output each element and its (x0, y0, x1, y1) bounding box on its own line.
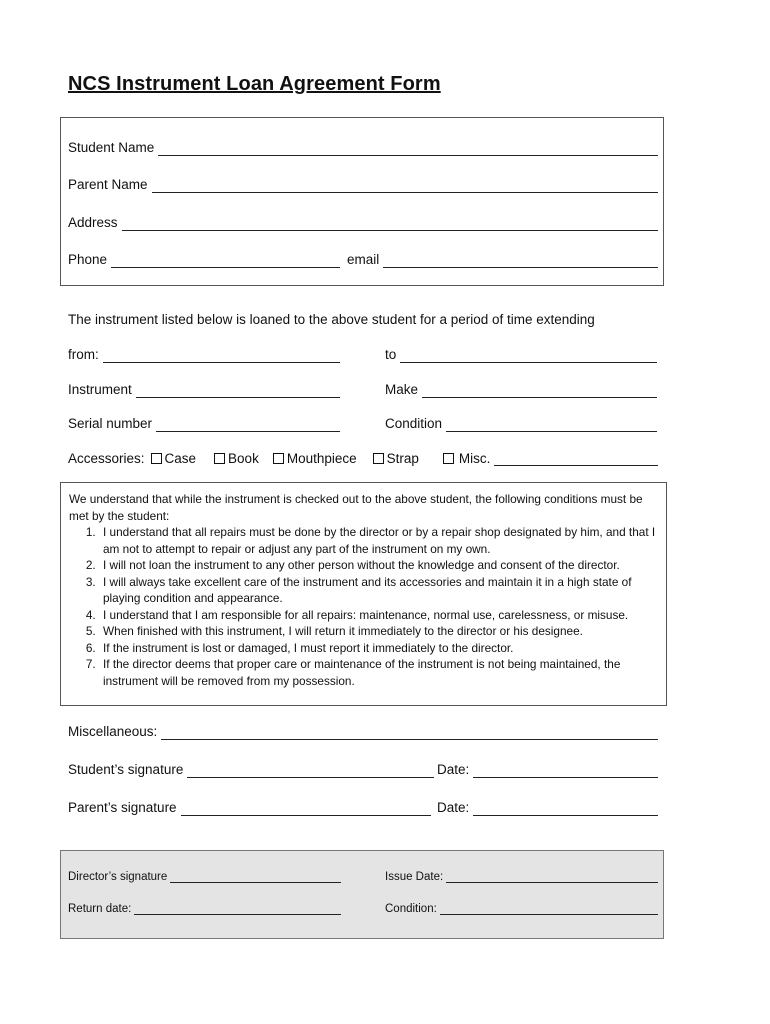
director-signature-label: Director’s signature (68, 871, 168, 883)
return-condition-row (385, 902, 658, 915)
condition-item: 4. I understand that I am responsible for all repairs: maintenance, normal use, carelessness, or misuse. (99, 607, 658, 624)
loan-intro: The instrument listed below is loaned to the above student for a period of time extending (68, 312, 595, 327)
mouthpiece-label: Mouthpiece (286, 451, 357, 466)
condition-item: 6. If the instrument is lost or damaged, I must report it immediately to the director. (99, 640, 658, 657)
strap-checkbox[interactable] (373, 453, 384, 464)
address-row (68, 215, 658, 231)
parent-date-label: Date: (437, 800, 470, 815)
accessory-book[interactable] (214, 451, 259, 466)
condition-item: 1. I understand that all repairs must be done by the director or by a repair shop designated by him, and that I am not to attempt to repair or adjust any part of the instrument on my own. (99, 524, 658, 557)
misc-row (68, 724, 658, 740)
serial-row (68, 416, 340, 432)
phone-label: Phone (68, 252, 108, 267)
misc-checkbox[interactable] (443, 453, 454, 464)
address-field[interactable] (122, 216, 658, 231)
condition-item: 3. I will always take excellent care of the instrument and its accessories and maintain it in a high state of playing condition and appearance. (99, 574, 658, 607)
student-name-field[interactable] (158, 141, 658, 156)
parent-name-field[interactable] (152, 178, 658, 193)
return-date-label: Return date: (68, 903, 132, 915)
issue-date-label: Issue Date: (385, 871, 444, 883)
issue-date-row (385, 870, 658, 883)
return-date-row (68, 902, 341, 915)
return-condition-field[interactable] (440, 902, 658, 915)
email-field[interactable] (383, 253, 658, 268)
serial-field[interactable] (156, 417, 340, 432)
strap-label: Strap (386, 451, 419, 466)
misc-notes-field[interactable] (161, 725, 658, 740)
from-row (68, 347, 340, 363)
condition-item: 2. I will not loan the instrument to any other person without the knowledge and consent of the director. (99, 557, 658, 574)
book-checkbox[interactable] (214, 453, 225, 464)
serial-label: Serial number (68, 416, 153, 431)
parent-date-field[interactable] (473, 801, 658, 816)
misc-label-bottom: Miscellaneous: (68, 724, 158, 739)
issue-date-field[interactable] (446, 870, 658, 883)
return-condition-label: Condition: (385, 903, 437, 915)
to-field[interactable] (400, 348, 657, 363)
email-label: email (347, 252, 380, 267)
parent-signature-row (68, 800, 431, 816)
misc-field[interactable] (494, 451, 658, 466)
condition-item: 7. If the director deems that proper care or maintenance of the instrument is not being maintained, the instrument will be removed from my possession. (99, 656, 658, 689)
condition-row (385, 416, 657, 432)
case-checkbox[interactable] (151, 453, 162, 464)
book-label: Book (228, 451, 259, 466)
accessories-row (68, 451, 658, 466)
make-field[interactable] (422, 383, 657, 398)
phone-row (68, 252, 340, 268)
student-date-field[interactable] (473, 763, 658, 778)
accessories-label: Accessories: (68, 451, 145, 466)
accessory-case[interactable] (151, 451, 197, 466)
accessory-misc[interactable] (443, 451, 658, 466)
student-name-label: Student Name (68, 140, 155, 155)
phone-field[interactable] (111, 253, 340, 268)
student-signature-field[interactable] (187, 763, 434, 778)
make-label: Make (385, 382, 419, 397)
conditions-box (60, 482, 667, 706)
parent-name-row (68, 177, 658, 193)
condition-item: 5. When finished with this instrument, I will return it immediately to the director or his designee. (99, 623, 658, 640)
instrument-field[interactable] (136, 383, 340, 398)
student-name-row (68, 140, 658, 156)
from-label: from: (68, 347, 99, 362)
condition-field[interactable] (446, 417, 657, 432)
make-row (385, 382, 657, 398)
student-signature-row (68, 762, 434, 778)
parent-signature-label: Parent’s signature (68, 800, 177, 815)
parent-name-label: Parent Name (68, 177, 148, 192)
misc-label: Misc. (458, 451, 491, 466)
director-box (60, 850, 664, 939)
from-field[interactable] (103, 348, 340, 363)
case-label: Case (164, 451, 197, 466)
form-title: NCS Instrument Loan Agreement Form (68, 73, 441, 95)
student-signature-label: Student’s signature (68, 762, 184, 777)
parent-date-row (437, 800, 658, 816)
accessory-mouthpiece[interactable] (273, 451, 357, 466)
instrument-label: Instrument (68, 382, 132, 397)
accessory-strap[interactable] (373, 451, 419, 466)
mouthpiece-checkbox[interactable] (273, 453, 284, 464)
address-label: Address (68, 215, 118, 230)
student-info-box (60, 117, 664, 286)
conditions-list (69, 524, 658, 689)
to-label: to (385, 347, 397, 362)
parent-signature-field[interactable] (181, 801, 431, 816)
to-row (385, 347, 657, 363)
email-row (347, 252, 658, 268)
student-date-label: Date: (437, 762, 470, 777)
director-signature-field[interactable] (170, 870, 341, 883)
student-date-row (437, 762, 658, 778)
conditions-intro: We understand that while the instrument is checked out to the above student, the following conditions must be met by the student: (69, 492, 643, 523)
return-date-field[interactable] (134, 902, 341, 915)
instrument-row (68, 382, 340, 398)
director-signature-row (68, 870, 341, 883)
condition-label: Condition (385, 416, 443, 431)
